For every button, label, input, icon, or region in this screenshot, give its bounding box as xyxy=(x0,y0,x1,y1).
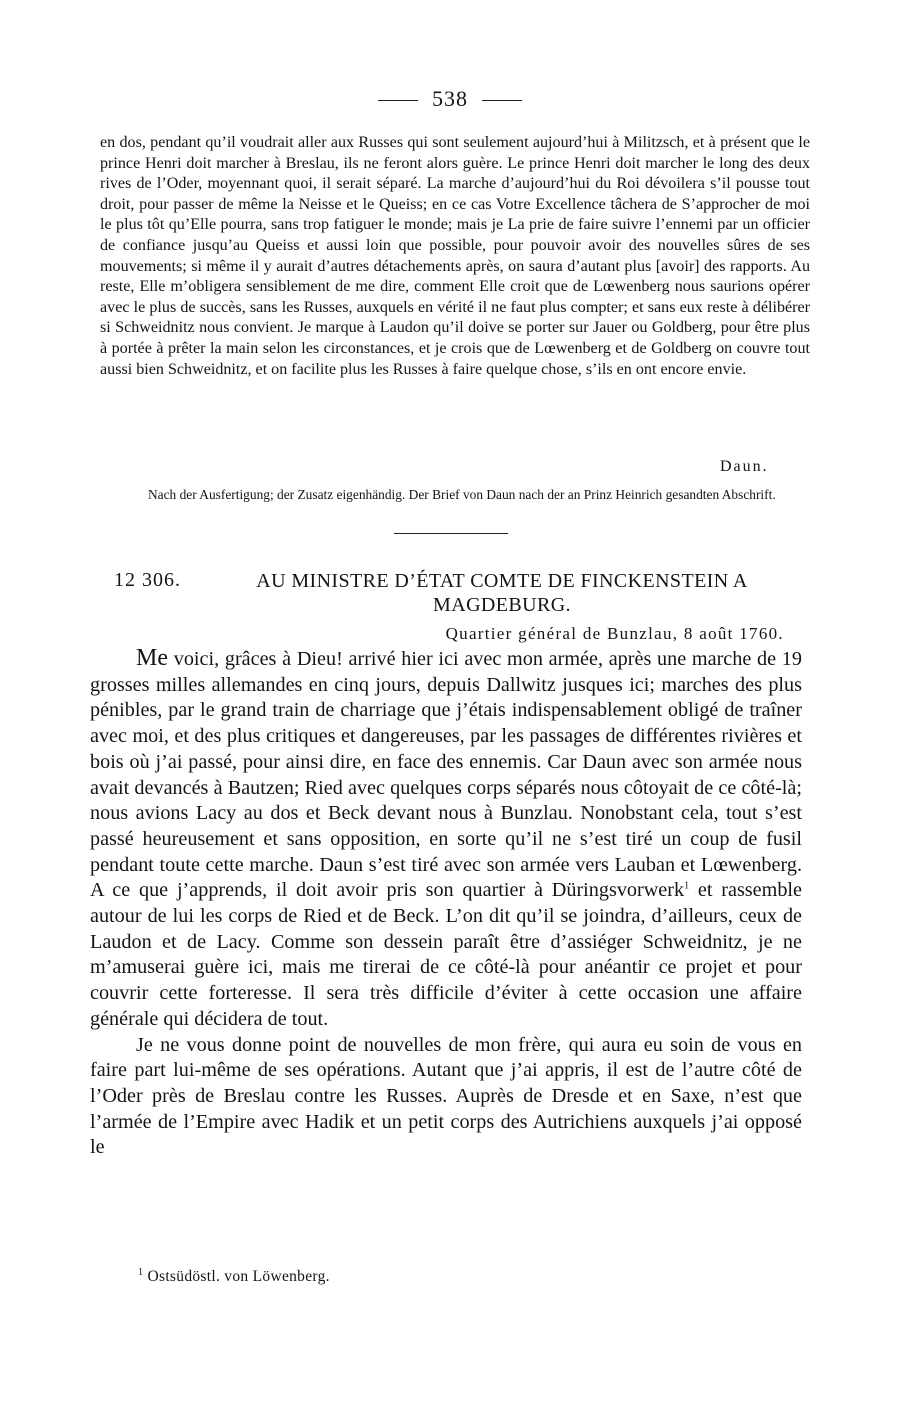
paragraph-first-word: Me xyxy=(136,645,168,671)
letter-dateline: Quartier général de Bunzlau, 8 août 1760. xyxy=(445,624,784,643)
footnote-reference: 1 xyxy=(684,880,690,892)
footnote-text: Ostsüdöstl. von Löwenberg. xyxy=(147,1268,330,1285)
page-number-dash-right xyxy=(482,100,522,101)
paragraph-1-part-b: et rassemble autour de lui les corps de Ried et de Beck. L’on dit qu’il se joindra, d’ailleurs, ceux de Laudon et de Lacy. Comme son dessein paraît être d’assiéger Schweidnitz, je ne m’amuserai guère ici, mais me tirerai de ce côté-là pour anéantir ce projet et pour couvrir cette forteresse. Il sera très difficile d’éviter à cette occasion une affaire générale qui décidera de tout. xyxy=(90,879,802,1030)
paragraph-1-part-a: voici, grâces à Dieu! arrivé hier ici avec mon armée, après une marche de 19 grosses milles allemandes en cinq jours, depuis Dallwitz jusques ici; marches des plus pénibles, par le grand train de charriage que j’étais indispensablement obligé de traîner avec moi, et des plus critiques et dangereuses, par les passages de différentes rivières et bois où j’ai passé, pour ainsi dire, en face des ennemis. Car Daun avec son armée nous avait devancés à Bautzen; Ried avec quelques corps séparés nous côtoyait de ce côté-là; nous avions Lacy au dos et Beck devant nous à Bunzlau. Nonobstant cela, tout s’est passé heureusement et sans opposition, en sorte qu’il ne s’est tiré un coup de fusil pendant toute cette marche. Daun s’est tiré avec son armée vers Lauban et Lœwenberg. A ce que j’apprends, il doit avoir pris son quartier à Düringsvorwerk xyxy=(90,648,802,902)
previous-letter-text xyxy=(100,133,810,380)
source-note: Nach der Ausfertigung; der Zusatz eigenhändig. Der Brief von Daun nach der an Prinz Heinrich gesandten Abschrift. xyxy=(148,487,776,502)
letter-number: 12 306. xyxy=(114,569,181,591)
letter-paragraph-2: Je ne vous donne point de nouvelles de mon frère, qui aura eu soin de vous en faire part lui-même de ses opérations. Autant que j’ai appris, il est de l’autre côté de l’Oder près de Breslau contre les Russes. Auprès de Dresde et en Saxe, n’est que l’armée de l’Empire avec Hadik et un petit corps des Autrichiens auxquels j’ai opposé le xyxy=(90,1033,802,1159)
footnote xyxy=(138,1268,330,1286)
letter-title: AU MINISTRE D’ÉTAT COMTE DE FINCKENSTEIN A MAGDEBURG. xyxy=(256,570,748,616)
section-separator xyxy=(394,533,508,534)
letter-body xyxy=(90,646,802,1161)
footnote-marker: 1 xyxy=(138,1266,144,1278)
previous-letter-paragraph: en dos, pendant qu’il voudrait aller aux Russes qui sont seulement aujourd’hui à Militzsch, et à présent que le prince Henri doit marcher à Breslau, ils ne feront alors guère. Le prince Henri doit marcher le long des deux rives de l’Oder, moyennant quoi, il serait séparé. La marche d’aujourd’hui du Roi dévoilera s’il pousse tout droit, pour passer de même la Neisse et le Queiss; en ce cas Votre Excellence tâchera de S’approcher de moi le plus tôt qu’Elle pourra, sans trop fatiguer le monde; mais je La prie de faire suivre l’ennemi par un officier de confiance jusqu’au Queiss et aussi loin que possible, pour pouvoir avoir des nouvelles sûres de ses mouvements; si même il y aurait d’autres détachements après, on saura d’autant plus [avoir] des rapports. Au reste, Elle m’obligera sensiblement de me dire, comment Elle croit que de Lœwenberg nous saurions opérer avec le plus de succès, sans les Russes, auxquels en vérité il ne faut plus compter; et sans eux reste à délibérer si Schweidnitz nous convient. Je marque à Laudon qu’il doive se porter sur Jauer ou Goldberg, pour être plus à portée à prêter la main selon les circonstances, et je crois que de Lœwenberg et de Goldberg on couvre tout aussi bien Schweidnitz, et on facilite plus les Russes à faire quelque chose, s’ils en ont encore envie. xyxy=(100,134,810,378)
page-number xyxy=(0,86,900,112)
letter-paragraph-1 xyxy=(90,646,802,1033)
signature: Daun. xyxy=(720,458,769,475)
page-number-dash-left xyxy=(378,100,418,101)
page-number-text: 538 xyxy=(432,86,468,111)
